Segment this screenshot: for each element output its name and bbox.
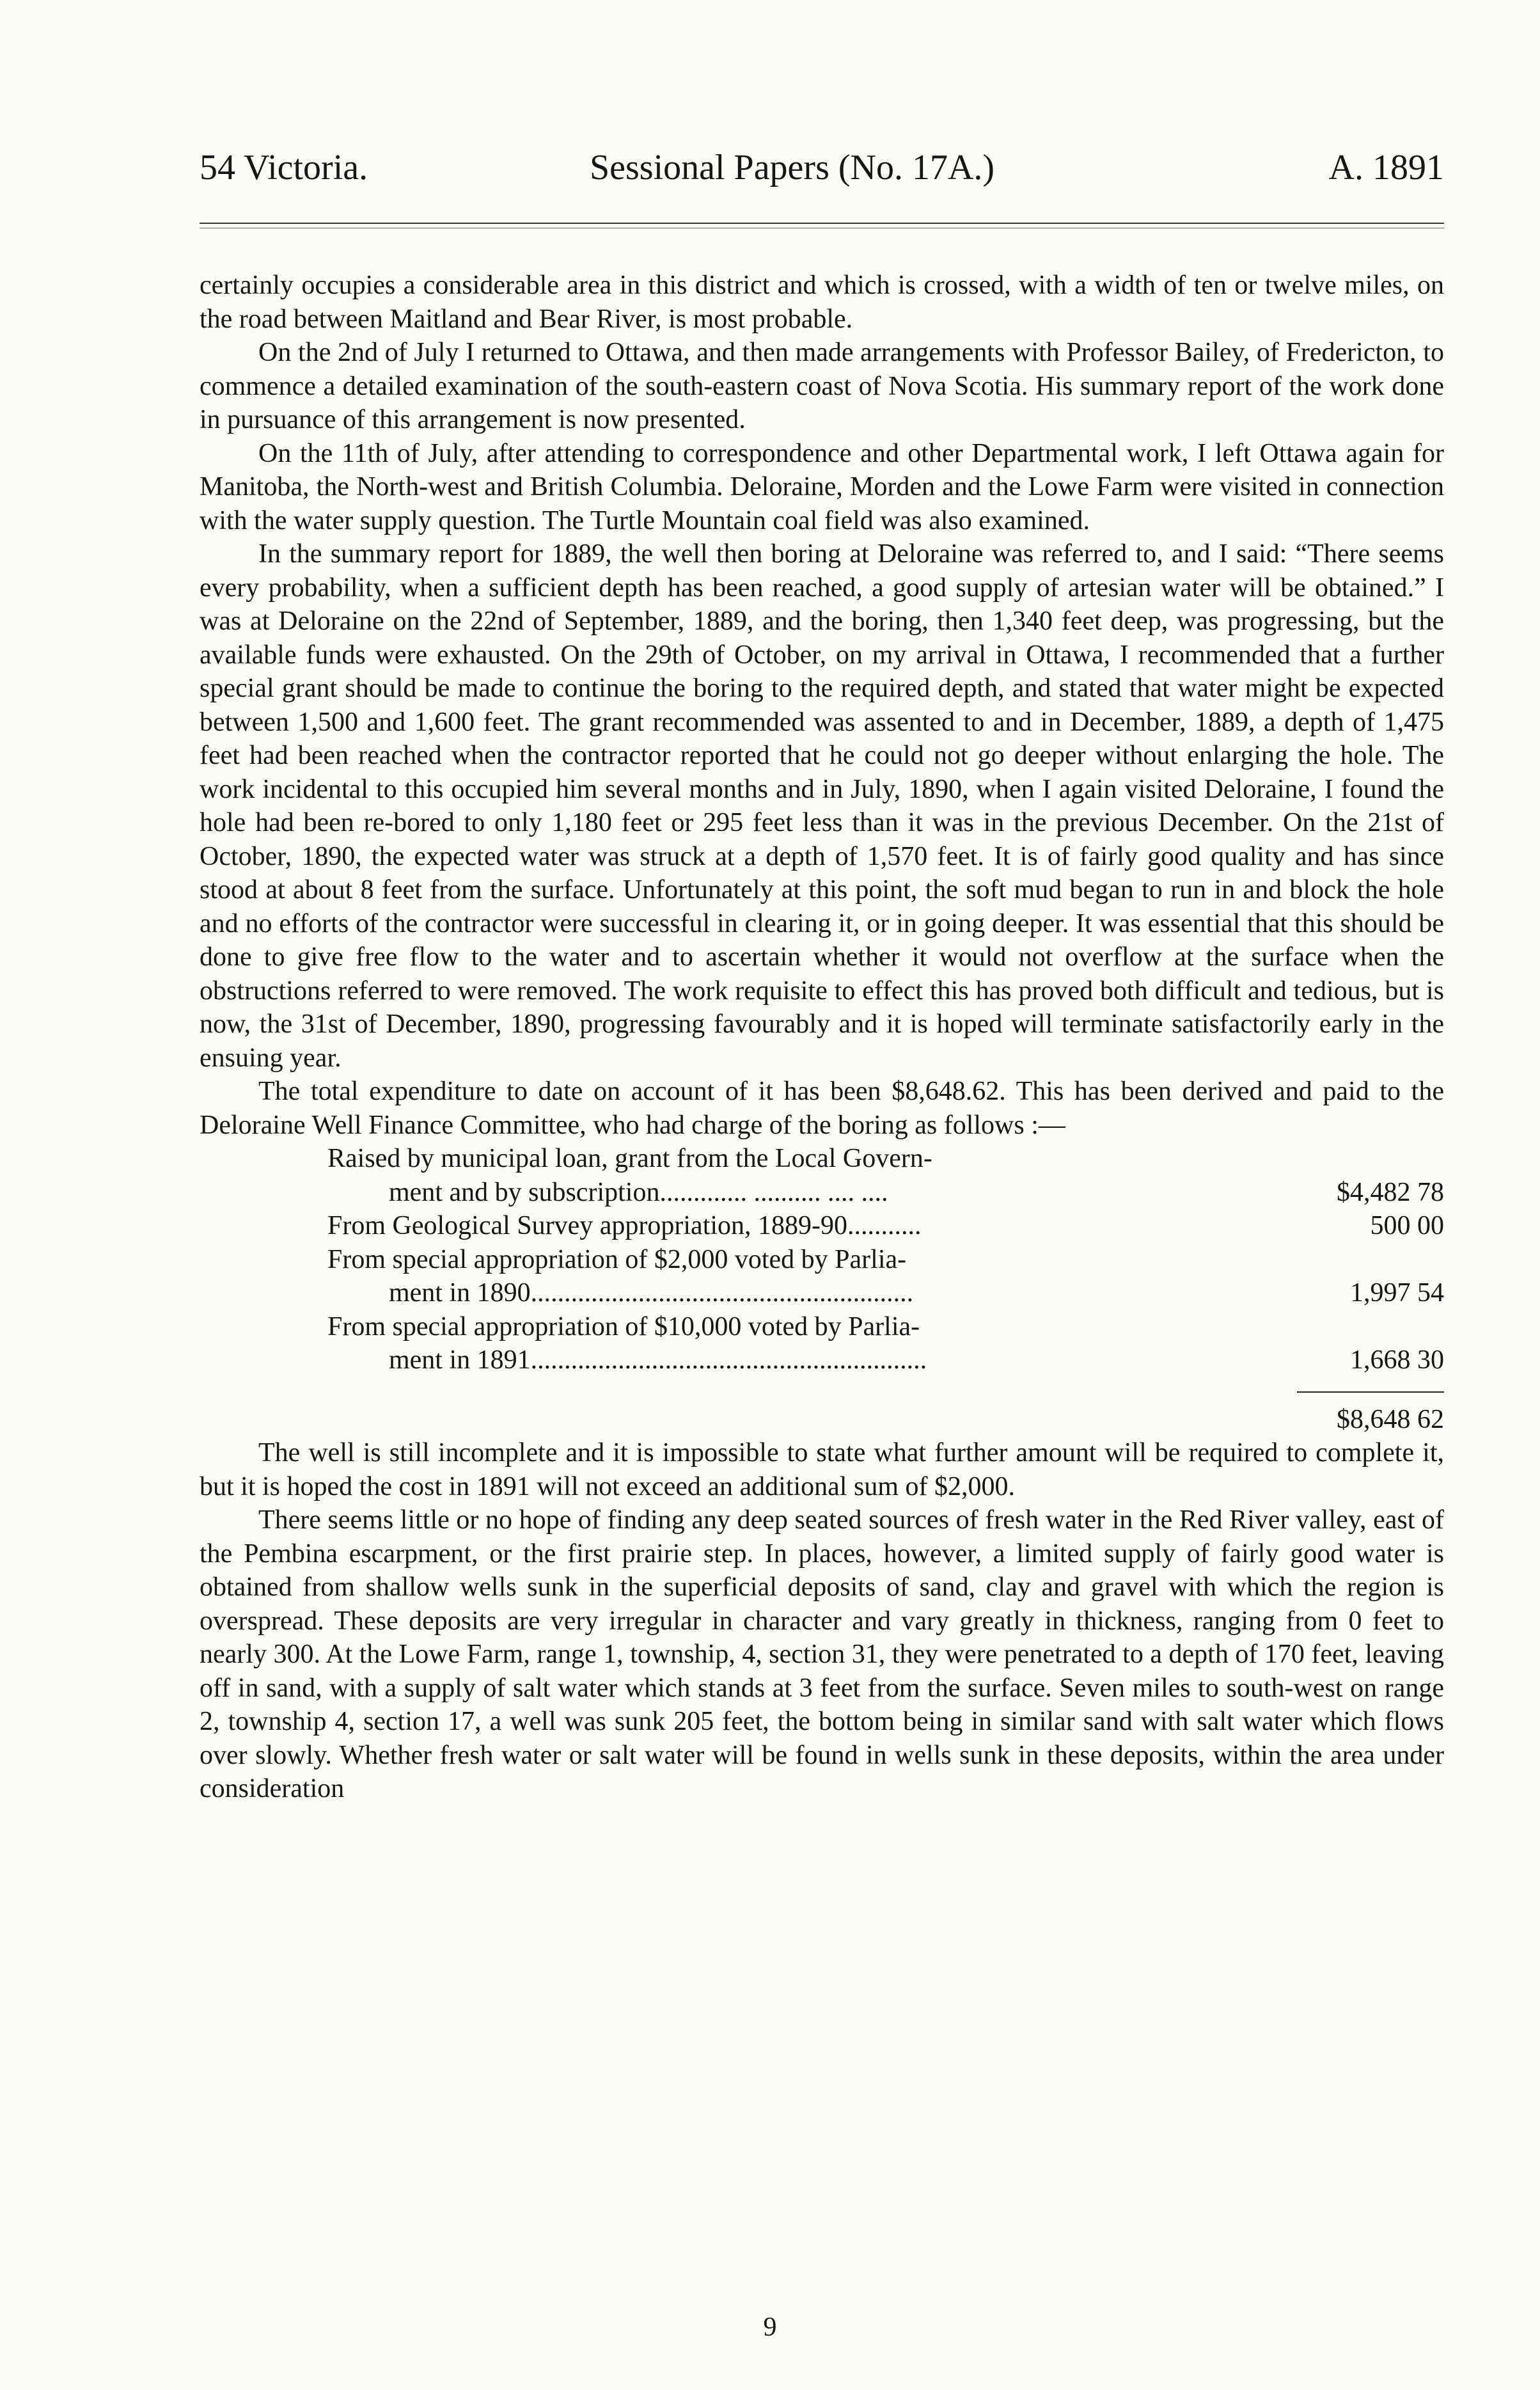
paragraph: There seems little or no hope of finding any deep seated sources of fresh water in the Red River valley, east of the Pembina escarpment, or the first prairie step. In places, however, a limited supply of fairly good water is obtained from shallow wells sunk in the superficial deposits of sand, clay and gravel with which the region is overspread. These deposits are very irregular in character and vary greatly in thickness, ranging from 0 feet to nearly 300. At the Lowe Farm, range 1, township, 4, section 31, they were penetrated to a depth of 170 feet, leaving off in sand, with a supply of salt water which stands at 3 feet from the surface. Seven miles to south-west on range 2, township 4, section 17, a well was sunk 205 feet, the bottom being in similar sand with salt water which flows over slowly. Whether fresh water or salt water will be found in wells sunk in these deposits, within the area under consideration: [200, 1505, 1444, 1803]
ledger-entry-line: From Geological Survey appropriation, 1889-90...........: [327, 1211, 922, 1240]
paragraph: certainly occupies a considerable area in this district and which is crossed, with a width of ten or twelve miles, on the road between Maitland and Bear River, is most probable.: [200, 271, 1444, 334]
paragraph: On the 2nd of July I returned to Ottawa, and then made arrangements with Professor Bailey, of Fredericton, to commence a detailed examination of the south-eastern coast of Nova Scotia. His summary report of the work done in pursuance of this arrangement is now presented.: [200, 338, 1444, 434]
ledger-amount: 500 00: [1370, 1211, 1444, 1240]
header-title: Sessional Papers (No. 17A.): [590, 148, 995, 187]
ledger-entry-line: ment in 1891...........................................................: [389, 1345, 927, 1375]
ledger-entry: [200, 1243, 1444, 1310]
expenditure-ledger: [200, 1142, 1444, 1436]
paragraph: In the summary report for 1889, the well then boring at Deloraine was referred to, and I said: “There seems every probability, when a sufficient depth has been reached, a good supply of artesian water will be obtained.” I was at Deloraine on the 22nd of September, 1889, and the boring, then 1,340 feet deep, was progressing, but the available funds were exhausted. On the 29th of October, on my arrival in Ottawa, I recommended that a further special grant should be made to continue the boring to the required depth, and stated that water might be expected between 1,500 and 1,600 feet. The grant recommended was assented to and in December, 1889, a depth of 1,475 feet had been reached when the contractor reported that he could not go deeper without enlarging the hole. The work incidental to this occupied him several months and in July, 1890, when I again visited Deloraine, I found the hole had been re-bored to only 1,180 feet or 295 feet less than it was in the previous December. On the 21st of October, 1890, the expected water was struck at a depth of 1,570 feet. It is of fairly good quality and has since stood at about 8 feet from the surface. Unfortunately at this point, the soft mud began to run in and block the hole and no efforts of the contractor were successful in clearing it, or in going deeper. It was essential that this should be done to give free flow to the water and to ascertain whether it would not overflow at the surface when the obstructions referred to were removed. The work requisite to effect this has proved both difficult and tedious, but is now, the 31st of December, 1890, progressing favourably and it is hoped will terminate satisfactorily early in the ensuing year.: [200, 539, 1444, 1073]
ledger-entry: [200, 1142, 1444, 1209]
ledger-total-rule: [200, 1377, 1444, 1403]
ledger-entry-line: From special appropriation of $2,000 voted by Parlia-: [327, 1244, 907, 1274]
paragraph: The well is still incomplete and it is impossible to state what further amount will be required to complete it, but it is hoped the cost in 1891 will not exceed an additional sum of $2,000.: [200, 1438, 1444, 1501]
header-year: A. 1891: [1328, 148, 1444, 187]
ledger-entry-line: ment and by subscription............. .......... .... ....: [389, 1177, 888, 1207]
ledger-amount: 1,997 54: [1350, 1278, 1444, 1308]
page-number: 9: [763, 2313, 777, 2342]
ledger-entry: [200, 1310, 1444, 1377]
paragraph: On the 11th of July, after attending to correspondence and other Departmental work, I left Ottawa again for Manitoba, the North-west and British Columbia. Deloraine, Morden and the Lowe Farm were visited in connection with the water supply question. The Turtle Mountain coal field was also examined.: [200, 438, 1444, 535]
ledger-entry-line: ment in 1890.........................................................: [389, 1278, 914, 1308]
paragraph: The total expenditure to date on account of it has been $8,648.62. This has been derived and paid to the Deloraine Well Finance Committee, who had charge of the boring as follows :—: [200, 1077, 1444, 1140]
header-session: 54 Victoria.: [200, 148, 368, 187]
total-rule-line: [1297, 1391, 1444, 1393]
ledger-total: $8,648 62: [1337, 1404, 1444, 1434]
running-header: [200, 147, 1444, 192]
ledger-entry-line: Raised by municipal loan, grant from the Local Govern-: [327, 1144, 932, 1173]
body-text: [200, 269, 1444, 1806]
header-rule: [200, 223, 1444, 224]
ledger-entry: [200, 1209, 1444, 1243]
ledger-amount: $4,482 78: [1337, 1177, 1444, 1207]
ledger-amount: 1,668 30: [1350, 1345, 1444, 1375]
ledger-entry-line: From special appropriation of $10,000 voted by Parlia-: [327, 1311, 920, 1341]
